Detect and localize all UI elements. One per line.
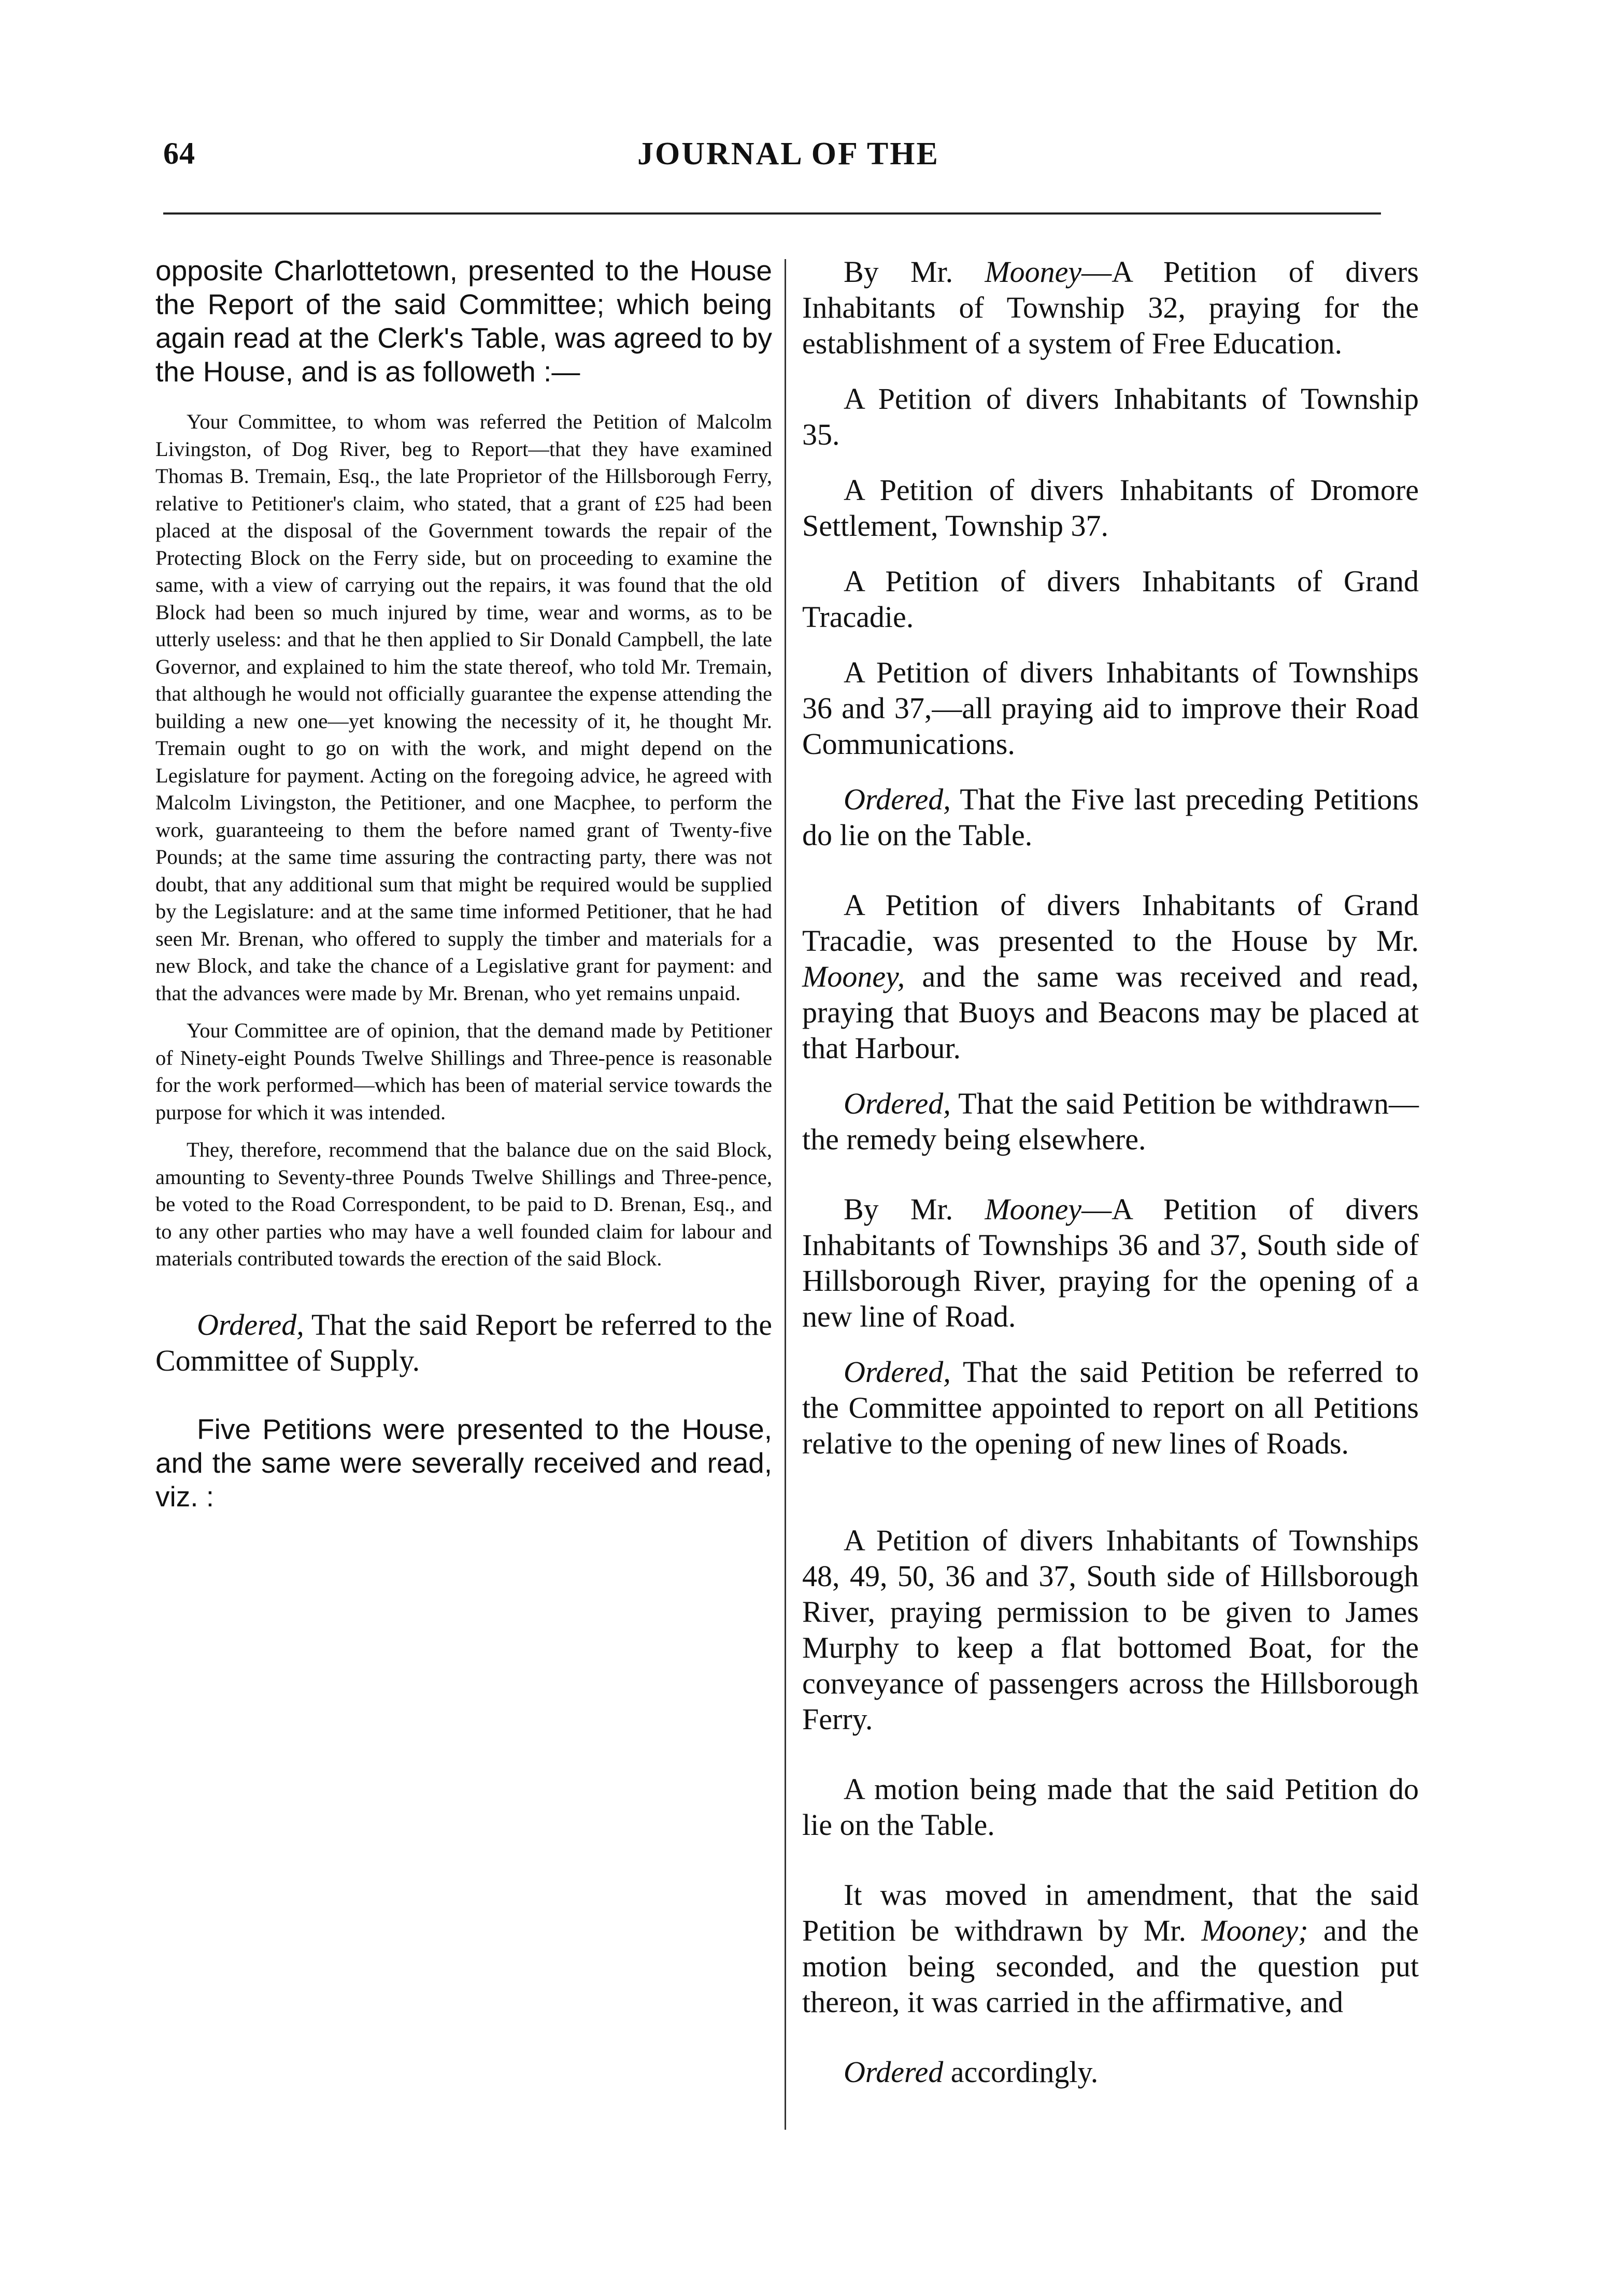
petition-free-education <box>802 254 1419 361</box>
petition-grand-tracadie: A Petition of divers Inhabitants of Grand Tracadie. <box>802 564 1419 634</box>
committee-recommendation-paragraph: They, therefore, recommend that the balance due on the said Block, amounting to Seventy-three Pounds Twelve Shillings and Three-pence, be voted to the Road Correspondent, to be paid to D. Brenan, Esq., and to any other parties who may have a well founded claim for labour and materials contributed towards the erection of the said Block. <box>155 1138 772 1270</box>
petition-townships-36-37: A Petition of divers Inhabitants of Townships 36 and 37,—all praying aid to improve their Road Communications. <box>802 656 1419 761</box>
order-lie-on-table <box>802 781 1419 853</box>
order-refer-roads-committee <box>802 1354 1419 1461</box>
order-refer-supply <box>155 1307 772 1378</box>
order-accordingly <box>802 2054 1419 2090</box>
order-text: That the said Petition be withdrawn—the remedy being elsewhere. <box>802 1087 1419 1156</box>
petition-body: —A Petition of divers Inhabitants of Township 32, praying for the establishment of a system of Free Education. <box>802 255 1419 360</box>
column-divider <box>785 259 786 2130</box>
order-withdrawn <box>802 1086 1419 1157</box>
amendment-paragraph <box>802 1877 1419 2020</box>
order-text: That the Five last preceding Petitions do lie on the Table. <box>802 782 1419 852</box>
petition-township-35: A Petition of divers Inhabitants of Township 35. <box>802 382 1419 451</box>
ordered-label: Ordered <box>844 2055 944 2089</box>
petition-new-road <box>802 1191 1419 1334</box>
right-column <box>802 254 1419 2090</box>
order-text: accordingly. <box>943 2055 1099 2089</box>
order-text: That the said Report be referred to the Committee of Supply. <box>155 1307 772 1377</box>
petition-by-text: By Mr. <box>844 255 985 289</box>
amendment-text: It was moved in amendment, that the said Petition be withdrawn by Mr. <box>802 1878 1419 1947</box>
petition-dromore: A Petition of divers Inhabitants of Dromore Settlement, Township 37. <box>802 473 1419 543</box>
motion-lie-on-table: A motion being made that the said Petition do lie on the Table. <box>802 1772 1419 1842</box>
left-column <box>155 254 772 1514</box>
header-rule <box>163 212 1381 215</box>
committee-report-paragraph: Your Committee, to whom was referred the Petition of Malcolm Livingston, of Dog River, beg to Report—that they have examined Thomas B. Tremain, Esq., the late Proprietor of the Hillsborough Ferry, relative to Petitioner's claim, who stated, that a grant of £25 had been placed at the disposal of the Government towards the repair of the Protecting Block on the Ferry side, but on proceeding to examine the same, with a view of carrying out the repairs, it was found that the old Block had been so much injured by time, wear and worms, as to be utterly useless: and that he then applied to Sir Donald Campbell, the late Governor, and explained to him the state thereof, who told Mr. Tremain, that although he would not officially guarantee the expense attending the building a new one—yet knowing the necessity of it, he thought Mr. Tremain ought to go on with the work, and might depend on the Legislature for payment. Acting on the foregoing advice, he agreed with Malcolm Livingston, the Petitioner, and one Macphee, to perform the work, guaranteeing to them the before named grant of Twenty-five Pounds; at the same time assuring the contracting party, there was not doubt, that any additional sum that might be required would be supplied by the Legislature: and at the same time informed Petitioner, that he had seen Mr. Brenan, who offered to supply the timber and materials for a new Block, and take the chance of a Legislative grant for payment: and that the advances were made by Mr. Brenan, who yet remains unpaid. <box>155 410 772 1005</box>
ordered-label: Ordered, <box>844 1355 951 1389</box>
petition-buoys-beacons <box>802 887 1419 1066</box>
page-number: 64 <box>163 136 195 170</box>
petition-flat-boat: A Petition of divers Inhabitants of Townships 48, 49, 50, 36 and 37, South side of Hillsborough River, praying permission to be given to James Murphy to keep a flat bottomed Boat, for the conveyance of passengers across the Hillsborough Ferry. <box>802 1523 1419 1736</box>
order-text: That the said Petition be referred to the Committee appointed to report on all Petitions relative to the opening of new lines of Roads. <box>802 1355 1419 1460</box>
petition-by-text: By Mr. <box>844 1192 985 1226</box>
member-name: Mooney, <box>802 960 905 993</box>
running-title: JOURNAL OF THE <box>637 136 939 172</box>
amendment-text-cont: and the motion being seconded, and the question put thereon, it was carried in the affirmative, and <box>802 1914 1419 2019</box>
petition-body: —A Petition of divers Inhabitants of Townships 36 and 37, South side of Hillsborough River, praying for the opening of a new line of Road. <box>802 1192 1419 1333</box>
member-name: Mooney; <box>1201 1914 1308 1947</box>
five-petitions-paragraph: Five Petitions were presented to the House, and the same were severally received and read, viz. : <box>155 1413 772 1513</box>
ordered-label: Ordered, <box>844 782 951 816</box>
petition-text: A Petition of divers Inhabitants of Grand Tracadie, was presented to the House by Mr. <box>802 888 1419 958</box>
committee-opinion-paragraph: Your Committee are of opinion, that the demand made by Petitioner of Ninety-eight Pounds Twelve Shillings and Three-pence is reasonable for the work performed—which has been of material service towards the purpose for which it was intended. <box>155 1019 772 1124</box>
ordered-label: Ordered, <box>197 1307 304 1342</box>
ordered-label: Ordered, <box>844 1087 951 1120</box>
report-intro-paragraph: opposite Charlottetown, presented to the House the Report of the said Committee; which being again read at the Clerk's Table, was agreed to by the House, and is as followeth :— <box>155 254 772 388</box>
member-name: Mooney <box>985 255 1082 289</box>
member-name: Mooney <box>985 1192 1082 1226</box>
petition-text-cont: and the same was received and read, praying that Buoys and Beacons may be placed at that Harbour. <box>802 960 1419 1065</box>
